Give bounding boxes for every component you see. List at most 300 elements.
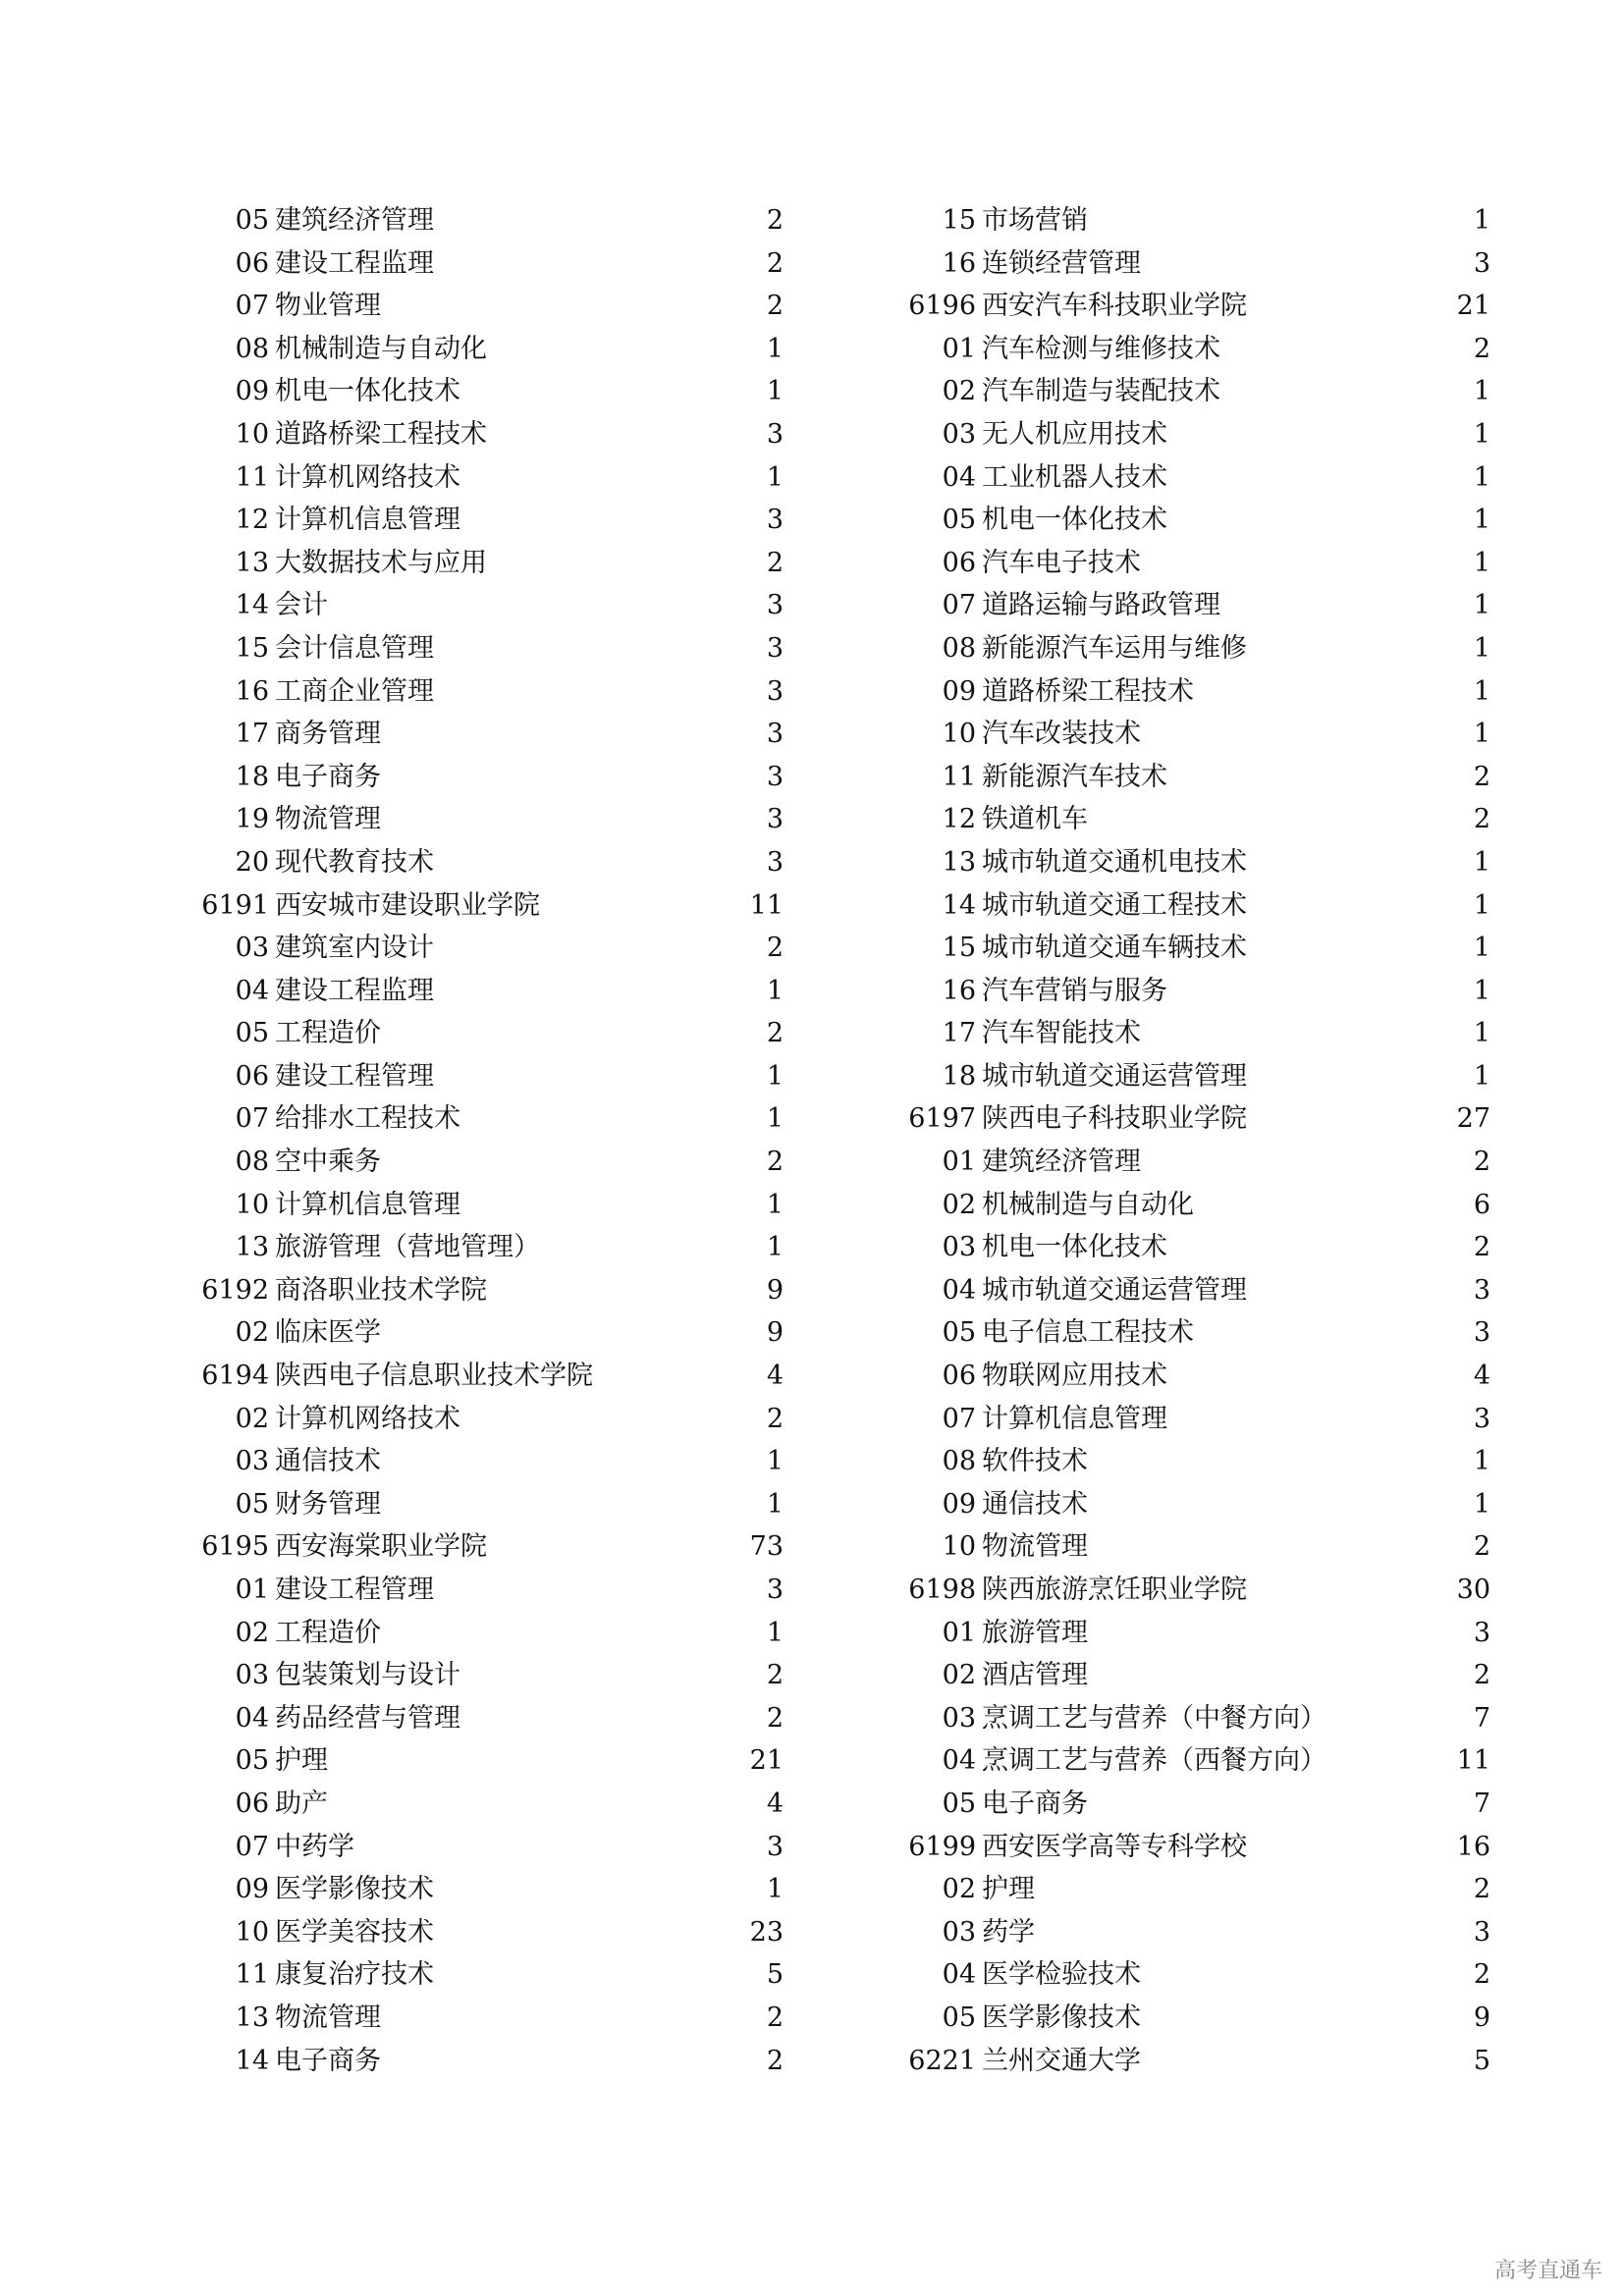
- major-row: [204, 627, 784, 670]
- major-name: 电子商务: [982, 1788, 1088, 1819]
- enrollment-count: 2: [766, 2045, 784, 2076]
- major-name: 建设工程监理: [275, 247, 434, 279]
- major-code: 13: [235, 1232, 269, 1263]
- major-name: 建筑室内设计: [275, 933, 434, 964]
- enrollment-count: 1: [766, 1189, 784, 1220]
- enrollment-count: 2: [1473, 1660, 1490, 1691]
- major-code: 16: [235, 675, 269, 707]
- enrollment-count: 11: [749, 889, 784, 921]
- major-row: [204, 242, 784, 286]
- major-code: 09: [942, 675, 976, 707]
- major-row: [911, 1868, 1490, 1911]
- major-name: 物联网应用技术: [982, 1361, 1167, 1392]
- major-code: 14: [942, 889, 976, 921]
- enrollment-count: 16: [1456, 1831, 1490, 1862]
- enrollment-count: 3: [1473, 1916, 1490, 1948]
- enrollment-count: 1: [766, 1488, 784, 1520]
- enrollment-count: 3: [766, 418, 784, 450]
- major-code: 02: [942, 1874, 976, 1905]
- major-name: 机电一体化技术: [982, 505, 1167, 536]
- enrollment-count: 1: [1473, 1488, 1490, 1520]
- enrollment-count: 1: [1473, 1018, 1490, 1049]
- major-name: 道路桥梁工程技术: [982, 675, 1194, 707]
- enrollment-count: 1: [766, 1232, 784, 1263]
- major-code: 09: [235, 376, 269, 407]
- major-name: 道路桥梁工程技术: [275, 418, 487, 450]
- major-row: [911, 1440, 1490, 1483]
- enrollment-count: 2: [1473, 1874, 1490, 1905]
- enrollment-count: 1: [766, 1446, 784, 1477]
- major-code: 11: [235, 1959, 269, 1991]
- enrollment-count: 21: [749, 1745, 784, 1777]
- major-code: 06: [942, 1361, 976, 1392]
- major-code: 20: [235, 846, 269, 878]
- major-code: 05: [235, 205, 269, 236]
- major-name: 城市轨道交通工程技术: [982, 889, 1247, 921]
- major-name: 护理: [982, 1874, 1035, 1905]
- enrollment-count: 2: [1473, 1531, 1490, 1563]
- major-code: 11: [942, 761, 976, 792]
- major-code: 01: [942, 1147, 976, 1178]
- major-name: 大数据技术与应用: [275, 547, 487, 578]
- major-row: [911, 328, 1490, 371]
- major-row: [204, 798, 784, 841]
- enrollment-count: 1: [766, 333, 784, 364]
- enrollment-count: 2: [766, 247, 784, 279]
- major-code: 01: [235, 1575, 269, 1605]
- major-name: 物流管理: [275, 804, 381, 835]
- major-code: 08: [235, 333, 269, 364]
- enrollment-count: 1: [766, 461, 784, 493]
- enrollment-count: 1: [1473, 632, 1490, 664]
- major-name: 机械制造与自动化: [275, 333, 487, 364]
- enrollment-count: 5: [766, 1959, 784, 1991]
- enrollment-count: 1: [1473, 675, 1490, 707]
- enrollment-count: 1: [766, 1617, 784, 1648]
- enrollment-count: 3: [766, 675, 784, 707]
- major-row: [911, 199, 1490, 242]
- major-code: 04: [942, 1959, 976, 1991]
- enrollment-count: 3: [766, 505, 784, 536]
- major-row: [204, 1783, 784, 1826]
- major-name: 药品经营与管理: [275, 1702, 460, 1734]
- enrollment-count: 3: [1473, 247, 1490, 279]
- enrollment-count: 2: [766, 2002, 784, 2033]
- major-code: 13: [235, 547, 269, 578]
- major-row: [204, 1311, 784, 1355]
- major-row: [911, 1997, 1490, 2040]
- major-row: [911, 1654, 1490, 1697]
- major-code: 03: [942, 1916, 976, 1948]
- left-column: [201, 199, 784, 2082]
- major-row: [204, 1097, 784, 1141]
- enrollment-count: 1: [766, 1103, 784, 1135]
- major-row: [204, 285, 784, 328]
- major-row: [204, 199, 784, 242]
- major-name: 电子信息工程技术: [982, 1317, 1194, 1349]
- major-code: 04: [942, 1745, 976, 1777]
- enrollment-count: 2: [1473, 1232, 1490, 1263]
- major-name: 汽车营销与服务: [982, 975, 1167, 1006]
- major-code: 14: [235, 2045, 269, 2076]
- major-row: [204, 1398, 784, 1441]
- major-name: 电子商务: [275, 2045, 381, 2076]
- major-row: [204, 328, 784, 371]
- major-row: [911, 1612, 1490, 1655]
- enrollment-count: 3: [1473, 1274, 1490, 1306]
- enrollment-count: 2: [766, 933, 784, 964]
- enrollment-count: 2: [766, 1403, 784, 1434]
- major-row: [911, 1911, 1490, 1954]
- enrollment-count: 3: [1473, 1617, 1490, 1648]
- major-name: 现代教育技术: [275, 846, 434, 878]
- major-name: 中药学: [275, 1831, 354, 1862]
- enrollment-count: 2: [766, 205, 784, 236]
- school-row: [908, 1097, 1490, 1141]
- enrollment-count: 4: [766, 1361, 784, 1392]
- enrollment-count: 2: [766, 1702, 784, 1734]
- school-row: [908, 285, 1490, 328]
- major-row: [204, 413, 784, 456]
- enrollment-count: 3: [766, 719, 784, 750]
- major-name: 新能源汽车技术: [982, 761, 1167, 792]
- enrollment-count: 2: [766, 1660, 784, 1691]
- major-name: 财务管理: [275, 1488, 381, 1520]
- major-code: 18: [942, 1060, 976, 1092]
- major-row: [204, 1569, 784, 1612]
- enrollment-count: 1: [1473, 719, 1490, 750]
- major-code: 03: [235, 933, 269, 964]
- enrollment-count: 1: [1473, 846, 1490, 878]
- major-row: [204, 584, 784, 627]
- major-name: 电子商务: [275, 761, 381, 792]
- enrollment-count: 3: [766, 1831, 784, 1862]
- enrollment-count: 3: [1473, 1403, 1490, 1434]
- major-code: 05: [942, 2002, 976, 2033]
- major-code: 07: [235, 1831, 269, 1862]
- major-name: 汽车制造与装配技术: [982, 376, 1220, 407]
- major-name: 计算机网络技术: [275, 461, 460, 493]
- major-code: 03: [942, 1702, 976, 1734]
- enrollment-count: 3: [766, 804, 784, 835]
- major-code: 16: [942, 975, 976, 1006]
- major-code: 10: [235, 418, 269, 450]
- enrollment-count: 21: [1456, 291, 1490, 322]
- major-code: 14: [235, 590, 269, 621]
- major-code: 09: [235, 1874, 269, 1905]
- major-row: [911, 370, 1490, 413]
- enrollment-count: 1: [1473, 889, 1490, 921]
- major-code: 05: [942, 1788, 976, 1819]
- major-code: 01: [942, 1617, 976, 1648]
- enrollment-count: 1: [1473, 505, 1490, 536]
- major-row: [911, 627, 1490, 670]
- major-code: 16: [942, 247, 976, 279]
- major-name: 铁道机车: [982, 804, 1088, 835]
- major-name: 城市轨道交通运营管理: [982, 1274, 1247, 1306]
- major-name: 空中乘务: [275, 1147, 381, 1178]
- school-row: [201, 1269, 784, 1312]
- major-row: [204, 1612, 784, 1655]
- school-code: 6221: [908, 2045, 976, 2076]
- major-code: 17: [235, 719, 269, 750]
- major-code: 05: [942, 505, 976, 536]
- major-name: 医学美容技术: [275, 1916, 434, 1948]
- major-code: 09: [942, 1488, 976, 1520]
- major-code: 02: [235, 1403, 269, 1434]
- school-code: 6194: [201, 1361, 269, 1392]
- major-row: [204, 1911, 784, 1954]
- major-name: 给排水工程技术: [275, 1103, 460, 1135]
- major-code: 15: [942, 933, 976, 964]
- major-name: 计算机信息管理: [275, 1189, 460, 1220]
- major-code: 05: [235, 1745, 269, 1777]
- major-row: [911, 927, 1490, 970]
- enrollment-count: 9: [766, 1317, 784, 1349]
- major-row: [204, 1697, 784, 1740]
- major-name: 机电一体化技术: [982, 1232, 1167, 1263]
- enrollment-count: 1: [766, 376, 784, 407]
- major-name: 计算机信息管理: [275, 505, 460, 536]
- enrollment-count: 2: [1473, 1147, 1490, 1178]
- major-name: 工程造价: [275, 1617, 381, 1648]
- school-code: 6195: [201, 1531, 269, 1563]
- major-code: 13: [942, 846, 976, 878]
- major-row: [204, 1826, 784, 1869]
- major-name: 助产: [275, 1788, 328, 1819]
- major-name: 建设工程管理: [275, 1575, 434, 1605]
- enrollment-count: 1: [1473, 547, 1490, 578]
- major-name: 机械制造与自动化: [982, 1189, 1194, 1220]
- major-name: 市场营销: [982, 205, 1088, 236]
- major-code: 12: [942, 804, 976, 835]
- major-code: 10: [942, 719, 976, 750]
- major-name: 旅游管理（营地管理）: [275, 1232, 540, 1263]
- enrollment-count: 1: [1473, 418, 1490, 450]
- major-code: 07: [942, 1403, 976, 1434]
- major-code: 08: [942, 632, 976, 664]
- major-row: [911, 542, 1490, 585]
- major-code: 03: [942, 1232, 976, 1263]
- enrollment-count: 4: [766, 1788, 784, 1819]
- enrollment-count: 7: [1473, 1788, 1490, 1819]
- major-code: 11: [235, 461, 269, 493]
- enrollment-count: 2: [1473, 1959, 1490, 1991]
- major-name: 软件技术: [982, 1446, 1088, 1477]
- enrollment-count: 2: [1473, 333, 1490, 364]
- enrollment-count: 3: [766, 632, 784, 664]
- school-row: [201, 1355, 784, 1398]
- major-name: 医学影像技术: [982, 2002, 1141, 2033]
- major-code: 02: [235, 1317, 269, 1349]
- school-row: [201, 884, 784, 928]
- major-name: 连锁经营管理: [982, 247, 1141, 279]
- enrollment-count: 3: [766, 1575, 784, 1605]
- major-row: [204, 1483, 784, 1526]
- major-code: 06: [235, 1788, 269, 1819]
- major-row: [911, 1226, 1490, 1269]
- major-code: 02: [942, 1660, 976, 1691]
- major-code: 03: [942, 418, 976, 450]
- school-code: 6196: [908, 291, 976, 322]
- major-row: [911, 841, 1490, 884]
- major-code: 15: [235, 632, 269, 664]
- school-name: 商洛职业技术学院: [275, 1274, 487, 1306]
- major-code: 05: [235, 1018, 269, 1049]
- enrollment-count: 2: [766, 291, 784, 322]
- major-row: [911, 456, 1490, 500]
- major-name: 无人机应用技术: [982, 418, 1167, 450]
- major-row: [204, 670, 784, 714]
- major-row: [911, 713, 1490, 756]
- school-name: 西安汽车科技职业学院: [982, 291, 1247, 322]
- major-row: [911, 1311, 1490, 1355]
- enrollment-count: 27: [1456, 1103, 1490, 1135]
- major-row: [204, 1868, 784, 1911]
- school-row: [908, 1569, 1490, 1612]
- major-row: [911, 798, 1490, 841]
- school-code: 6198: [908, 1575, 976, 1605]
- enrollment-count: 1: [1473, 933, 1490, 964]
- major-row: [204, 1141, 784, 1184]
- enrollment-count: 3: [766, 846, 784, 878]
- school-code: 6192: [201, 1274, 269, 1306]
- major-row: [204, 499, 784, 542]
- major-code: 03: [235, 1660, 269, 1691]
- major-row: [911, 1739, 1490, 1783]
- major-code: 15: [942, 205, 976, 236]
- major-code: 19: [235, 804, 269, 835]
- major-name: 物流管理: [982, 1531, 1088, 1563]
- major-code: 07: [235, 1103, 269, 1135]
- major-row: [204, 927, 784, 970]
- enrollment-count: 3: [766, 590, 784, 621]
- major-name: 医学检验技术: [982, 1959, 1141, 1991]
- major-name: 汽车检测与维修技术: [982, 333, 1220, 364]
- major-code: 12: [235, 505, 269, 536]
- enrollment-count: 73: [749, 1531, 784, 1563]
- major-row: [204, 1654, 784, 1697]
- major-name: 会计: [275, 590, 328, 621]
- enrollment-count: 6: [1473, 1189, 1490, 1220]
- major-row: [204, 1184, 784, 1227]
- major-row: [911, 970, 1490, 1013]
- enrollment-count: 4: [1473, 1361, 1490, 1392]
- major-code: 06: [235, 247, 269, 279]
- enrollment-count: 2: [766, 1018, 784, 1049]
- major-name: 会计信息管理: [275, 632, 434, 664]
- major-code: 10: [235, 1189, 269, 1220]
- major-name: 城市轨道交通运营管理: [982, 1060, 1247, 1092]
- major-code: 10: [235, 1916, 269, 1948]
- major-code: 02: [942, 1189, 976, 1220]
- major-name: 护理: [275, 1745, 328, 1777]
- enrollment-count: 1: [1473, 461, 1490, 493]
- major-name: 城市轨道交通车辆技术: [982, 933, 1247, 964]
- major-code: 01: [942, 333, 976, 364]
- enrollment-count: 1: [1473, 590, 1490, 621]
- major-row: [911, 1398, 1490, 1441]
- school-row: [201, 1525, 784, 1569]
- enrollment-count: 9: [1473, 2002, 1490, 2033]
- major-row: [911, 884, 1490, 928]
- enrollment-count: 1: [1473, 205, 1490, 236]
- major-row: [911, 1953, 1490, 1997]
- major-name: 建设工程监理: [275, 975, 434, 1006]
- major-name: 机电一体化技术: [275, 376, 460, 407]
- major-row: [911, 413, 1490, 456]
- major-row: [204, 841, 784, 884]
- major-name: 药学: [982, 1916, 1035, 1948]
- major-row: [204, 2040, 784, 2083]
- major-name: 商务管理: [275, 719, 381, 750]
- major-row: [204, 1055, 784, 1098]
- major-row: [911, 1269, 1490, 1312]
- major-name: 计算机网络技术: [275, 1403, 460, 1434]
- major-code: 10: [942, 1531, 976, 1563]
- major-row: [911, 1355, 1490, 1398]
- school-row: [908, 1826, 1490, 1869]
- major-code: 07: [942, 590, 976, 621]
- major-code: 06: [942, 547, 976, 578]
- major-code: 05: [235, 1488, 269, 1520]
- major-name: 临床医学: [275, 1317, 381, 1349]
- school-name: 西安海棠职业学院: [275, 1531, 487, 1563]
- major-code: 04: [235, 975, 269, 1006]
- major-row: [911, 1012, 1490, 1055]
- enrollment-count: 3: [766, 761, 784, 792]
- major-code: 04: [942, 461, 976, 493]
- major-row: [911, 499, 1490, 542]
- major-row: [911, 1055, 1490, 1098]
- enrollment-count: 1: [1473, 1446, 1490, 1477]
- major-name: 烹调工艺与营养（西餐方向）: [982, 1745, 1326, 1777]
- major-name: 医学影像技术: [275, 1874, 434, 1905]
- major-row: [204, 970, 784, 1013]
- school-name: 陕西旅游烹饪职业学院: [982, 1575, 1247, 1605]
- major-code: 02: [942, 376, 976, 407]
- major-row: [204, 1012, 784, 1055]
- major-code: 04: [235, 1702, 269, 1734]
- school-code: 6197: [908, 1103, 976, 1135]
- major-row: [911, 1141, 1490, 1184]
- school-code: 6199: [908, 1831, 976, 1862]
- major-name: 包装策划与设计: [275, 1660, 460, 1691]
- major-row: [911, 1184, 1490, 1227]
- major-name: 工商企业管理: [275, 675, 434, 707]
- major-row: [204, 542, 784, 585]
- school-name: 陕西电子科技职业学院: [982, 1103, 1247, 1135]
- major-name: 计算机信息管理: [982, 1403, 1167, 1434]
- enrollment-count: 2: [766, 1147, 784, 1178]
- major-name: 通信技术: [275, 1446, 381, 1477]
- major-row: [911, 1697, 1490, 1740]
- enrollment-count: 7: [1473, 1702, 1490, 1734]
- major-name: 物流管理: [275, 2002, 381, 2033]
- major-row: [911, 1783, 1490, 1826]
- major-code: 04: [942, 1274, 976, 1306]
- major-row: [911, 1525, 1490, 1569]
- major-row: [204, 713, 784, 756]
- major-row: [204, 1953, 784, 1997]
- major-row: [911, 756, 1490, 799]
- major-name: 工程造价: [275, 1018, 381, 1049]
- enrollment-count: 30: [1456, 1575, 1490, 1605]
- major-code: 05: [942, 1317, 976, 1349]
- school-row: [908, 2040, 1490, 2083]
- major-name: 建设工程管理: [275, 1060, 434, 1092]
- major-row: [911, 1483, 1490, 1526]
